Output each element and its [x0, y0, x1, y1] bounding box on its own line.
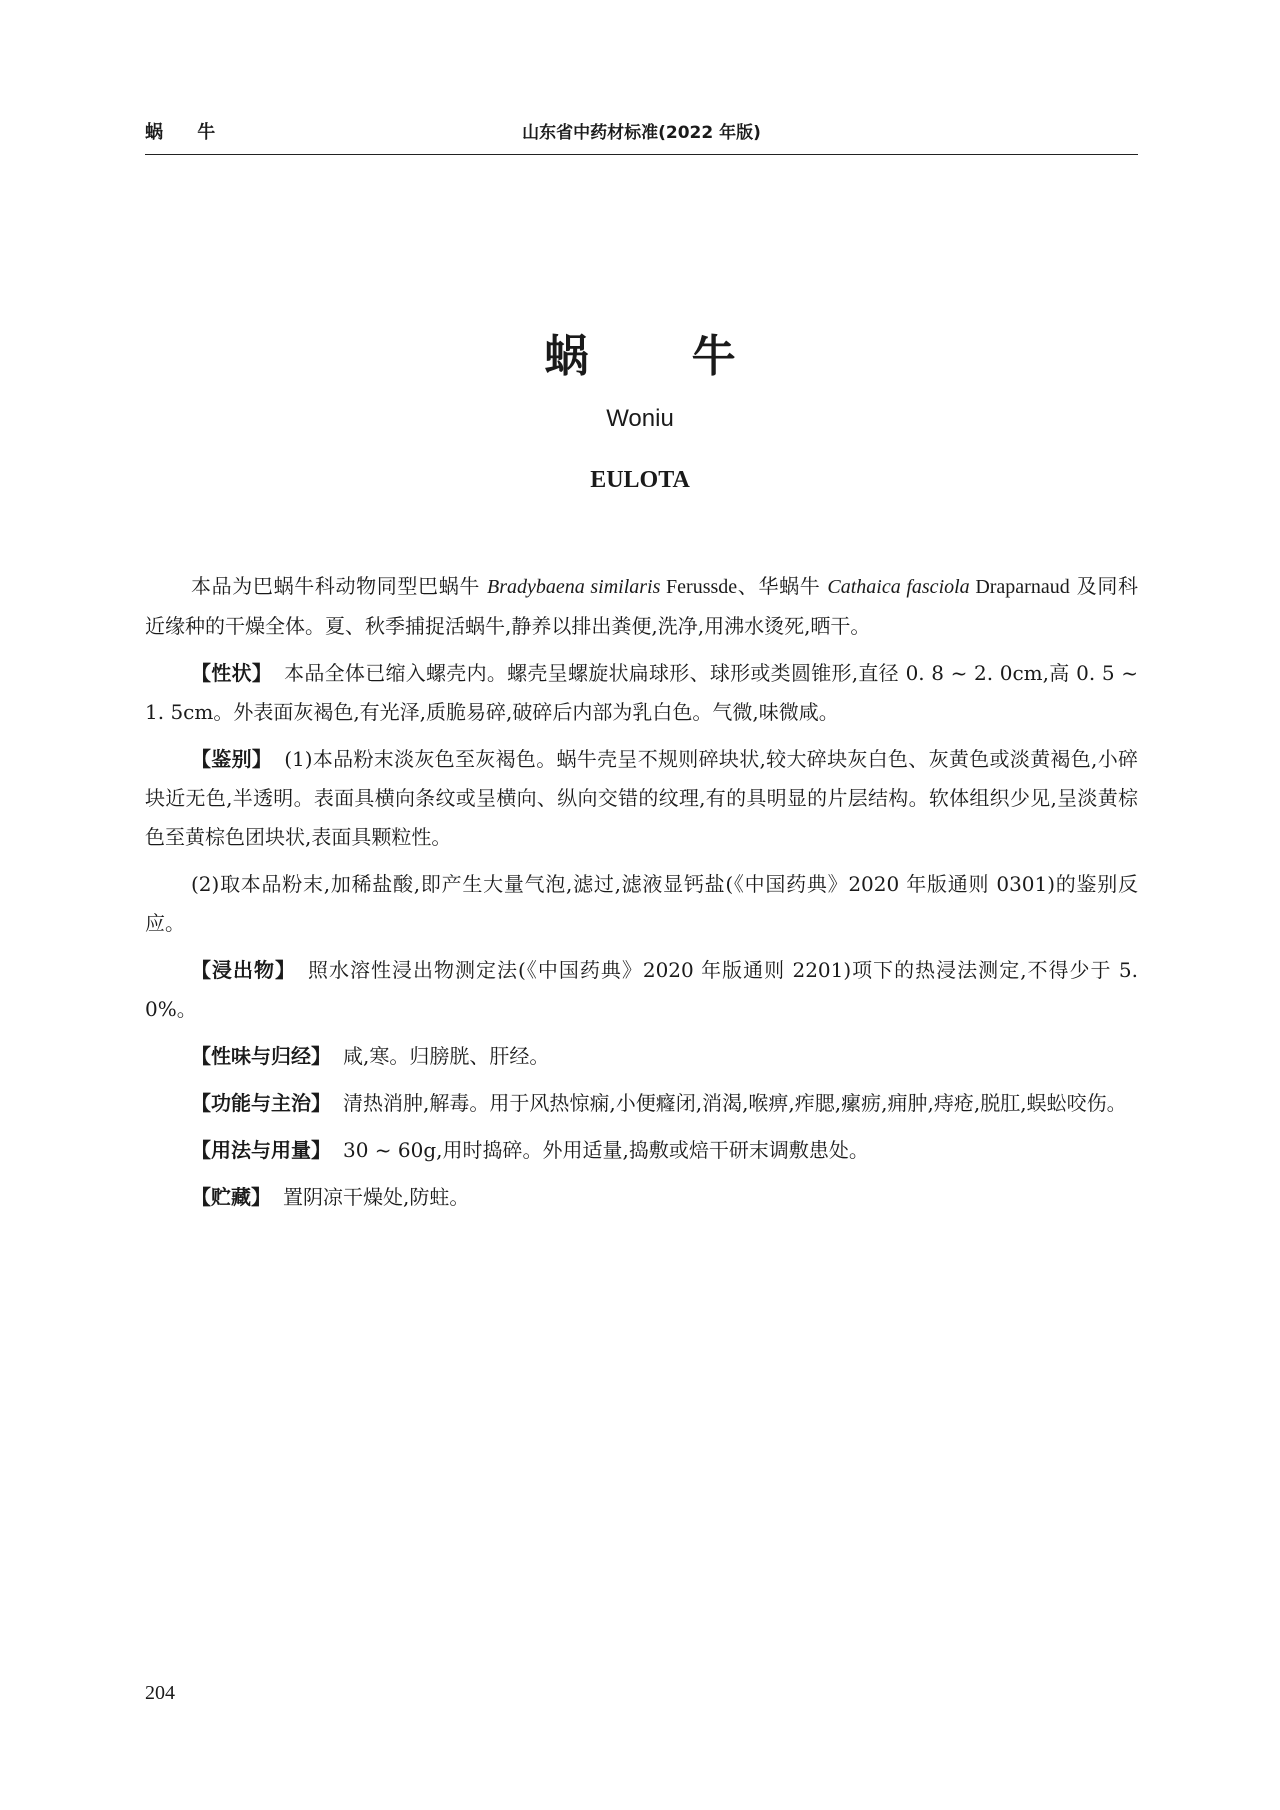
intro-text-1: 本品为巴蜗牛科动物同型巴蜗牛 — [191, 574, 487, 598]
section-xingwei — [145, 1037, 1138, 1076]
section-label: 【贮藏】 — [191, 1185, 271, 1209]
section-jianbie-2 — [145, 865, 1138, 943]
intro-text-2: 、华蜗牛 — [737, 574, 828, 598]
section-text: 本品全体已缩入螺壳内。螺壳呈螺旋状扁球形、球形或类圆锥形,直径 0. 8 ~ 2. 0cm,高 0. 5 ~ 1. 5cm。外表面灰褐色,有光泽,质脆易碎,破碎后内部为乳白色。气微,味微咸。 — [145, 661, 1139, 724]
section-label: 【鉴别】 — [191, 747, 273, 771]
section-label: 【性味与归经】 — [191, 1044, 331, 1068]
intro-text-3: 及同科近缘种的干燥全体。夏、秋季捕捉活蜗牛,静养以排出粪便,洗净,用沸水烫死,晒干。 — [145, 574, 1139, 638]
section-jianbie — [145, 740, 1138, 857]
section-label: 【功能与主治】 — [191, 1091, 331, 1115]
section-gongneng — [145, 1084, 1138, 1123]
header-entry-name: 蜗 牛 — [145, 122, 230, 143]
section-text: 置阴凉干燥处,防蛀。 — [283, 1185, 470, 1209]
section-jinchuwu — [145, 951, 1138, 1029]
section-text: (1)本品粉末淡灰色至灰褐色。蜗牛壳呈不规则碎块状,较大碎块灰白色、灰黄色或淡黄褐色,小碎块近无色,半透明。表面具横向条纹或呈横向、纵向交错的纹理,有的具明显的片层结构。软体组织少见,呈淡黄棕色至黄棕色团块状,表面具颗粒性。 — [145, 747, 1139, 849]
section-text: 照水溶性浸出物测定法(《中国药典》2020 年版通则 2201)项下的热浸法测定,不得少于 5. 0%。 — [145, 958, 1138, 1021]
section-label: 【浸出物】 — [191, 958, 297, 982]
section-zhucang — [145, 1178, 1138, 1217]
section-text: 清热消肿,解毒。用于风热惊痫,小便癃闭,消渴,喉痹,痄腮,瘰疬,痈肿,痔疮,脱肛,蜈蚣咬伤。 — [343, 1091, 1127, 1115]
running-header — [145, 118, 1138, 155]
section-xingzhuang — [145, 654, 1138, 732]
section-label: 【性状】 — [191, 661, 273, 685]
monograph-body — [145, 567, 1138, 1217]
species-author-2: Draparnaud — [969, 576, 1070, 598]
section-text: 咸,寒。归膀胱、肝经。 — [343, 1044, 550, 1068]
page-number: 204 — [145, 1682, 175, 1704]
section-label: 【用法与用量】 — [191, 1138, 331, 1162]
pinyin-name: Woniu — [606, 405, 674, 432]
species-author-1: Ferussde — [660, 576, 738, 598]
species-name-2: Cathaica fasciola — [827, 576, 970, 598]
section-text: (2)取本品粉末,加稀盐酸,即产生大量气泡,滤过,滤液显钙盐(《中国药典》2020 年版通则 0301)的鉴别反应。 — [145, 872, 1138, 935]
header-book-title: 山东省中药材标准(2022 年版) — [522, 123, 761, 143]
page-title: 蜗 牛 — [544, 331, 780, 382]
latin-name: EULOTA — [590, 467, 690, 493]
section-text: 30 ~ 60g,用时捣碎。外用适量,捣敷或焙干研末调敷患处。 — [343, 1138, 869, 1162]
section-yongfa — [145, 1131, 1138, 1170]
intro-paragraph — [145, 567, 1138, 646]
species-name-1: Bradybaena similaris — [486, 576, 661, 598]
